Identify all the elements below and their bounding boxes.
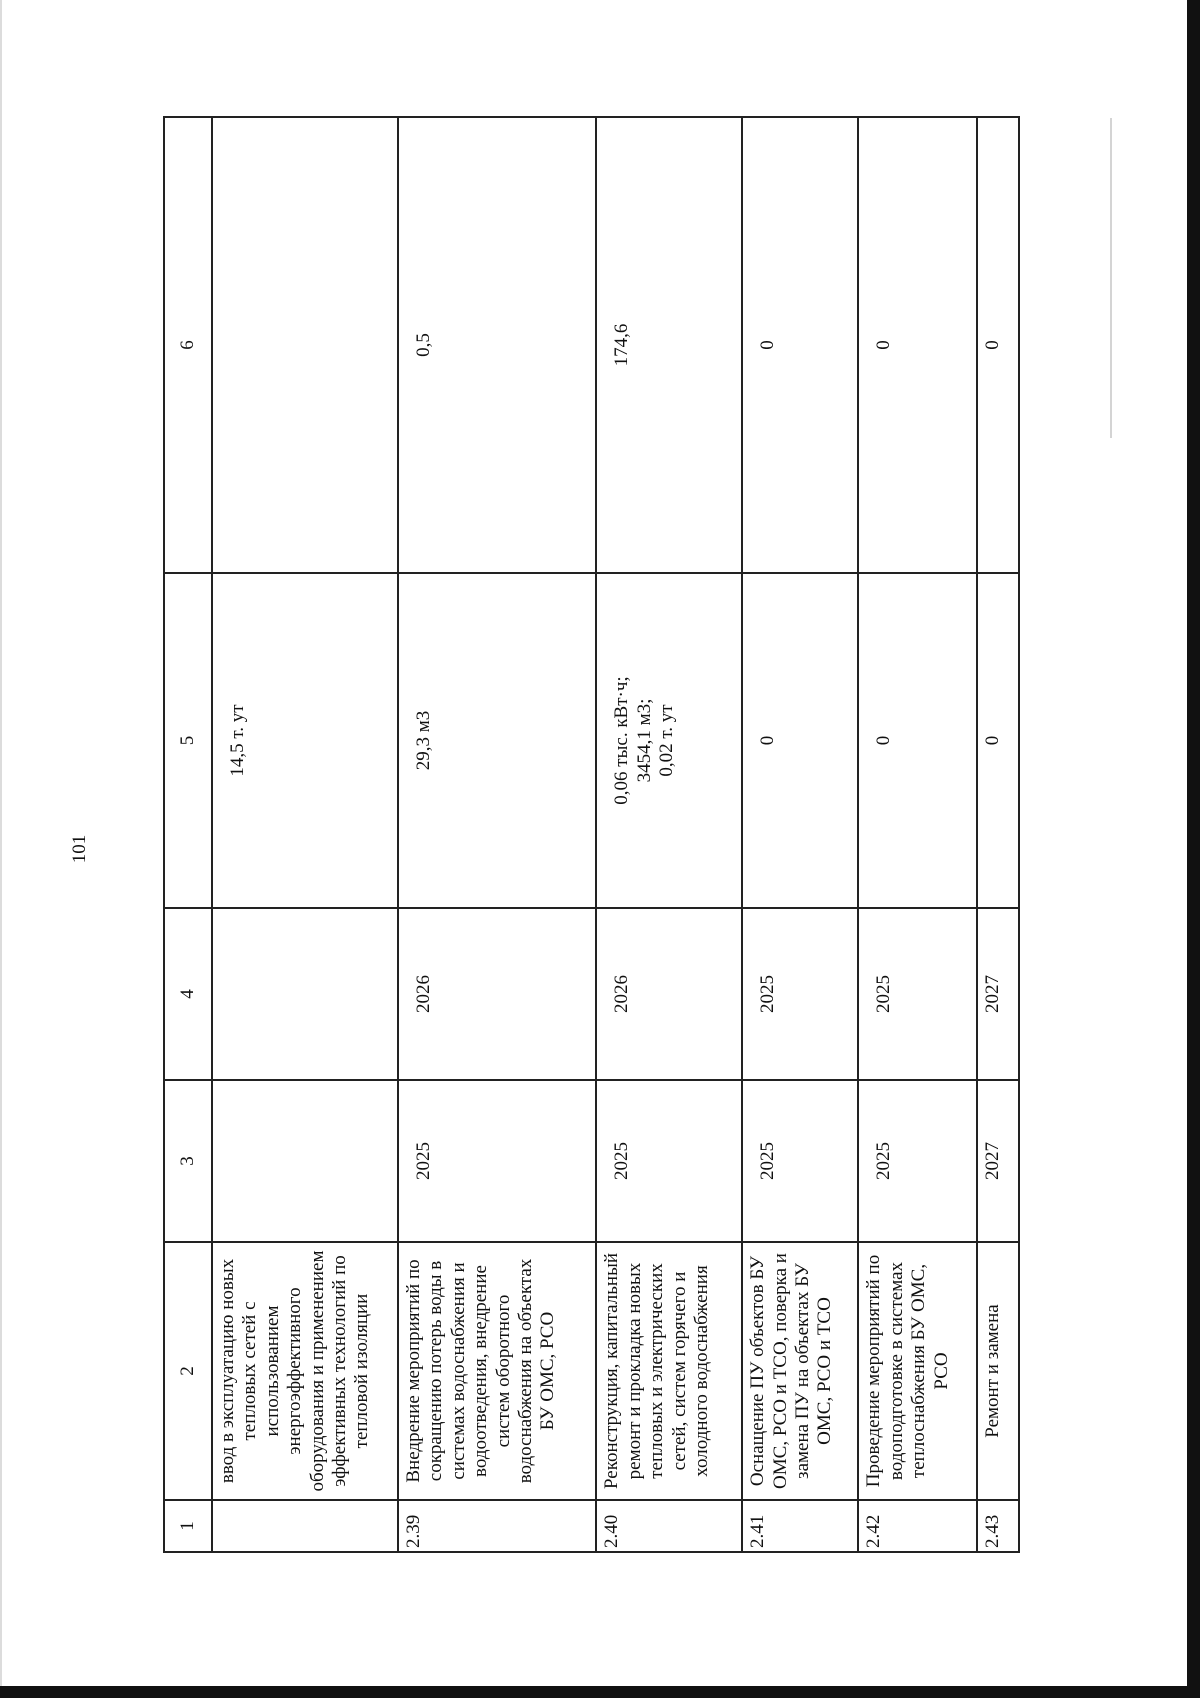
row-start-year: 2025 — [398, 1080, 597, 1242]
row-description: Ремонт и замена — [977, 1242, 1019, 1500]
table-row — [596, 117, 742, 1552]
row-value: 0 — [977, 117, 1019, 573]
scan-right-edge — [1187, 0, 1200, 1698]
row-description: Проведение мероприятий по водоподготовке в системах теплоснабжения БУ ОМС, РСО — [858, 1242, 976, 1500]
row-effect: 0,06 тыс. кВт·ч; 3454,1 м3; 0,02 т. ут — [596, 573, 742, 908]
row-end-year: 2026 — [596, 908, 742, 1080]
scan-artifact-line — [1110, 118, 1112, 438]
row-number: 2.43 — [977, 1500, 1019, 1552]
row-start-year: 2025 — [596, 1080, 742, 1242]
row-end-year: 2027 — [977, 908, 1019, 1080]
table-row — [212, 117, 398, 1552]
scan-left-edge — [0, 0, 2, 1698]
row-effect: 14,5 т. ут — [212, 573, 398, 908]
table-row — [398, 117, 597, 1552]
row-number: 2.42 — [858, 1500, 976, 1552]
row-value: 0 — [858, 117, 976, 573]
row-start-year: 2025 — [858, 1080, 976, 1242]
row-start-year: 2025 — [742, 1080, 858, 1242]
row-value — [212, 117, 398, 573]
row-number — [212, 1500, 398, 1552]
row-number: 2.41 — [742, 1500, 858, 1552]
table-header-row — [164, 117, 212, 1552]
row-value: 0 — [742, 117, 858, 573]
row-description: ввод в эксплуатацию новых тепловых сетей с использованием энергоэффективного оборудования и применением эффективных технологий по тепловой изоляции — [212, 1242, 398, 1500]
measures-table — [163, 116, 1020, 1553]
scan-bottom-edge — [0, 1686, 1200, 1698]
row-effect: 0 — [977, 573, 1019, 908]
row-description: Внедрение мероприятий по сокращению потерь воды в системах водоснабжения и водоотведения, внедрение систем оборотного водоснабжения на объектах БУ ОМС, РСО — [398, 1242, 597, 1500]
row-value: 174,6 — [596, 117, 742, 573]
row-effect: 29,3 м3 — [398, 573, 597, 908]
header-col-6: 6 — [164, 117, 212, 573]
row-value: 0,5 — [398, 117, 597, 573]
row-description: Оснащение ПУ объектов БУ ОМС, РСО и ТСО, поверка и замена ПУ на объектах БУ ОМС, РСО и ТСО — [742, 1242, 858, 1500]
document-table-rotated — [163, 118, 1020, 1553]
row-description: Реконструкция, капитальный ремонт и прокладка новых тепловых и электрических сетей, систем горячего и холодного водоснабжения — [596, 1242, 742, 1500]
table-row — [858, 117, 976, 1552]
row-end-year — [212, 908, 398, 1080]
row-effect: 0 — [858, 573, 976, 908]
row-number: 2.40 — [596, 1500, 742, 1552]
row-end-year: 2025 — [858, 908, 976, 1080]
table-row — [742, 117, 858, 1552]
header-col-1: 1 — [164, 1500, 212, 1552]
row-start-year: 2027 — [977, 1080, 1019, 1242]
row-effect: 0 — [742, 573, 858, 908]
header-col-2: 2 — [164, 1242, 212, 1500]
row-end-year: 2025 — [742, 908, 858, 1080]
row-start-year — [212, 1080, 398, 1242]
row-end-year: 2026 — [398, 908, 597, 1080]
header-col-5: 5 — [164, 573, 212, 908]
header-col-3: 3 — [164, 1080, 212, 1242]
table-row — [977, 117, 1019, 1552]
page-number: 101 — [69, 834, 90, 864]
row-number: 2.39 — [398, 1500, 597, 1552]
header-col-4: 4 — [164, 908, 212, 1080]
